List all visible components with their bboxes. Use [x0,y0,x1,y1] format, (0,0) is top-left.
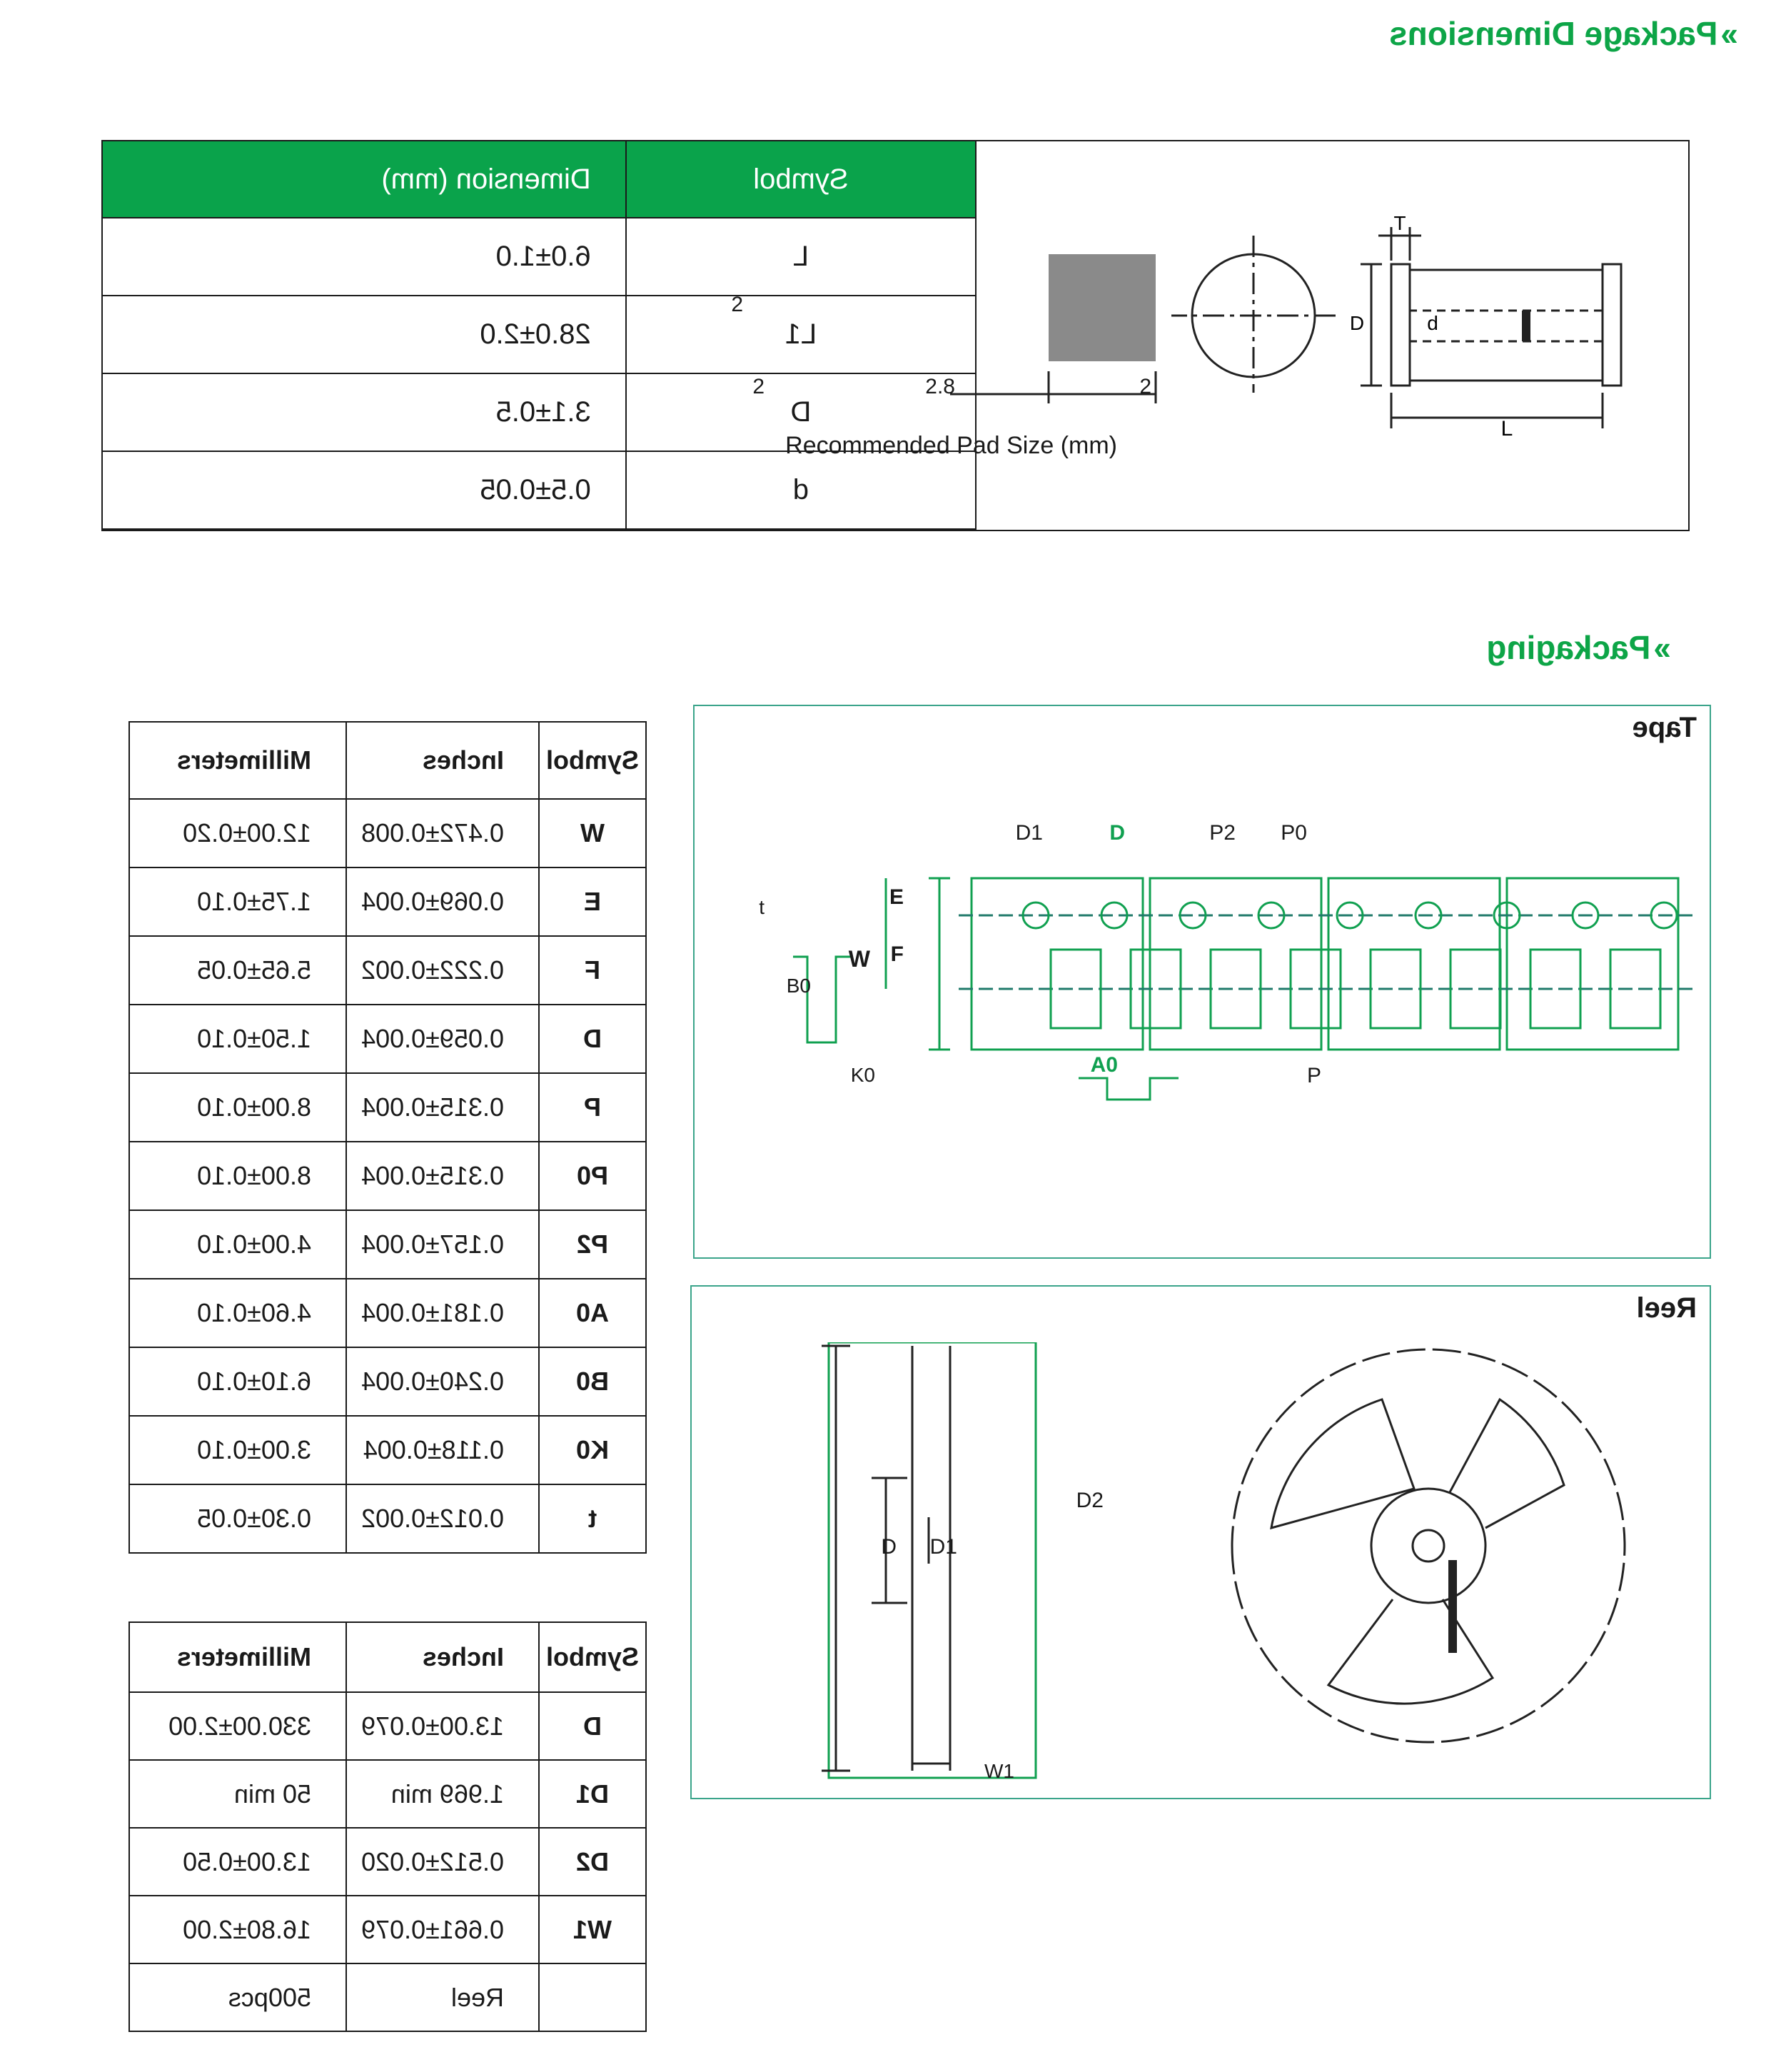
package-dimensions-title: Package Dimensions [1389,15,1718,52]
symbol-cell: D [539,1005,646,1073]
mm-cell: 4.60±0.10 [129,1279,346,1347]
table-row [129,1828,646,1896]
reel-side-view [829,1342,1036,1778]
tape-label-A0: A0 [1090,1053,1118,1077]
inches-cell: 0.157±0.004 [346,1210,539,1279]
table-row [129,799,646,867]
table-row [129,936,646,1005]
inches-cell: 0.315±0.004 [346,1142,539,1210]
table-row [129,1347,646,1416]
header-inches: Inches [346,722,539,799]
symbol-cell: d [626,451,976,529]
header-inches: Inches [346,1622,539,1692]
mm-cell: 5.65±0.05 [129,936,346,1005]
label-T: T [1393,212,1406,234]
value-cell: 0.5±0.05 [102,451,626,529]
packaging-heading [1486,628,1671,667]
mm-cell: 0.30±0.05 [129,1484,346,1553]
symbol-cell: P [539,1073,646,1142]
mm-cell: 8.00±0.10 [129,1073,346,1142]
inches-cell: Reel [346,1963,539,2031]
symbol-cell: K0 [539,1416,646,1484]
table-row [129,1896,646,1963]
mm-cell: 3.00±0.10 [129,1416,346,1484]
mm-cell: 4.00±0.10 [129,1210,346,1279]
pad-left [1049,254,1156,361]
symbol-cell: L [626,218,976,296]
symbol-cell: D [626,373,976,451]
mm-cell: 6.10±0.10 [129,1347,346,1416]
package-dimensions-heading [1389,14,1738,53]
table-row [129,1279,646,1347]
table-row [129,1142,646,1210]
table-row [129,1760,646,1828]
inches-cell: 0.118±0.004 [346,1416,539,1484]
mm-cell: 8.00±0.10 [129,1142,346,1210]
pad-dim-height: 2 [731,293,743,316]
reel-dimensions-table [128,1621,647,2032]
reel-label-D: D [881,1535,897,1559]
pad-dim-right: 2 [752,375,765,398]
label-d: d [1427,312,1438,334]
table-row [129,1416,646,1484]
tape-label-P0: P0 [1281,821,1307,845]
symbol-cell: D [539,1692,646,1760]
component-cap-left [1603,264,1621,386]
symbol-cell: W1 [539,1896,646,1963]
symbol-cell: E [539,867,646,936]
tape-dimensions-table [128,721,647,1554]
table-row [129,1484,646,1553]
table-row [129,1210,646,1279]
inches-cell: 1.969 min [346,1760,539,1828]
tape-segment [972,878,1143,1050]
table-row [129,1692,646,1760]
symbol-cell: P2 [539,1210,646,1279]
packaging-title: Packaging [1486,629,1651,666]
pad-dim-left: 2 [1139,375,1151,398]
inches-cell: 0.472±0.008 [346,799,539,867]
inches-cell: 0.069±0.004 [346,867,539,936]
label-D: D [1349,312,1365,334]
tape-label-P: P [1306,1064,1321,1087]
symbol-cell: A0 [539,1279,646,1347]
table-row [129,867,646,936]
symbol-cell: P0 [539,1142,646,1210]
table-row [129,1005,646,1073]
tape-label-B0: B0 [786,975,811,997]
header-symbol: Symbol [626,141,976,218]
symbol-cell [539,1963,646,2031]
mm-cell: 500pcs [129,1963,346,2031]
mm-cell: 16.80±2.00 [129,1896,346,1963]
header-symbol: Symbol [539,1622,646,1692]
table-header-row [129,1622,646,1692]
tape-label-P2: P2 [1209,821,1236,845]
label-L: L [1500,417,1513,441]
component-side-view [1361,227,1621,428]
value-cell: 6.0±1.0 [102,218,626,296]
tape-label-E: E [889,885,904,909]
pad-size-caption: Recommended Pad Size (mm) [785,432,1117,459]
header-dimension: Dimension (mm) [102,141,626,218]
table-header-row [129,722,646,799]
inches-cell: 13.00±0.079 [346,1692,539,1760]
mm-cell: 50 min [129,1760,346,1828]
reel-drawing [772,1342,1628,1785]
inches-cell: 0.181±0.004 [346,1279,539,1347]
symbol-cell: D2 [539,1828,646,1896]
double-chevron-icon: ›› [1658,629,1671,666]
inches-cell: 0.512±0.020 [346,1828,539,1896]
symbol-cell: D1 [539,1760,646,1828]
tape-label-F: F [890,942,904,966]
reel-label-D1: D1 [929,1535,957,1559]
tape-label-D: D [1109,821,1125,845]
mm-cell: 1.50±0.10 [129,1005,346,1073]
component-end-view [1171,236,1336,393]
inches-cell: 0.661±0.079 [346,1896,539,1963]
tape-label-K0: K0 [850,1064,875,1086]
inches-cell: 0.012±0.002 [346,1484,539,1553]
tape-label-D1: D1 [1015,821,1043,845]
value-cell: 28.0±2.0 [102,296,626,373]
reel-front-view [1232,1349,1625,1742]
mm-cell: 1.75±0.10 [129,867,346,936]
tape-label-t: t [759,896,765,918]
symbol-cell: B0 [539,1347,646,1416]
header-millimeters: Millimeters [129,722,346,799]
tape-label-W: W [848,946,870,972]
tape-segment [1150,878,1321,1050]
double-chevron-icon: ›› [1725,15,1738,52]
tape-box-title: Tape [1632,712,1697,743]
inches-cell: 0.059±0.004 [346,1005,539,1073]
symbol-cell: W [539,799,646,867]
reel-label-D2: D2 [1076,1489,1104,1512]
reel-label-W1: W1 [984,1760,1014,1782]
mm-cell: 12.00±0.20 [129,799,346,867]
header-millimeters: Millimeters [129,1622,346,1692]
symbol-cell: F [539,936,646,1005]
value-cell: 3.1±0.5 [102,373,626,451]
component-body [1410,270,1603,381]
component-cap-right [1391,264,1410,386]
pad-dim-middle: 2.8 [925,375,955,398]
pad-layout [950,254,1156,403]
header-symbol: Symbol [539,722,646,799]
symbol-cell: L1 [626,296,976,373]
inches-cell: 0.222±0.002 [346,936,539,1005]
reel-box-title: Reel [1636,1292,1697,1324]
mm-cell: 330.00±2.00 [129,1692,346,1760]
inches-cell: 0.315±0.004 [346,1073,539,1142]
symbol-cell: t [539,1484,646,1553]
mm-cell: 13.00±0.50 [129,1828,346,1896]
table-row [129,1073,646,1142]
table-row [129,1963,646,2031]
inches-cell: 0.240±0.004 [346,1347,539,1416]
